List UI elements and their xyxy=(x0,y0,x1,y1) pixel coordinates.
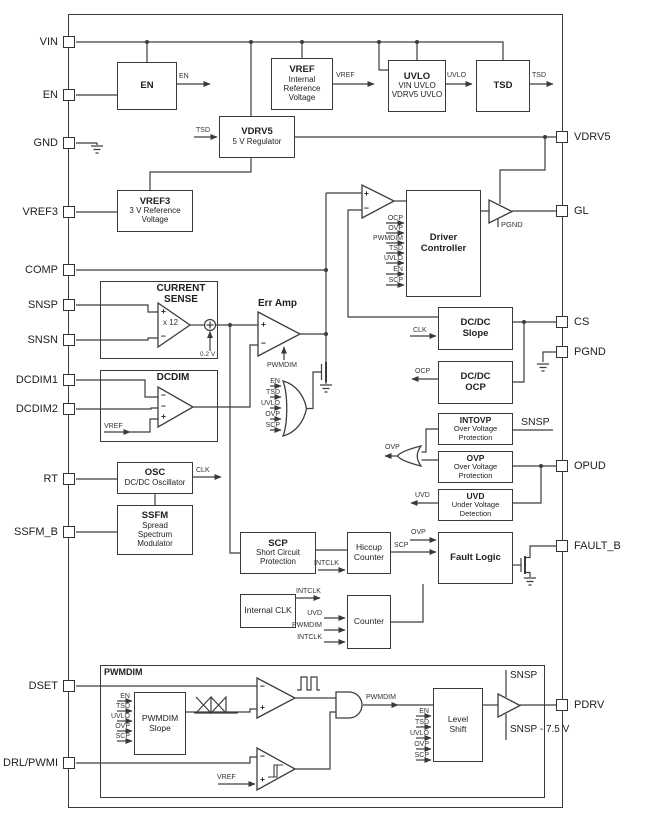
pin-comp xyxy=(63,264,75,276)
signal-tsd-out: TSD xyxy=(532,72,546,79)
signal-pwmdim-erramp: PWMDIM xyxy=(267,362,297,369)
dcdim-title: DCDIM xyxy=(156,372,190,383)
pslope-in-en: EN xyxy=(120,693,130,700)
pin-label-dset: DSET xyxy=(28,680,58,692)
signal-tsd-vdrv5: TSD xyxy=(196,127,210,134)
driver-in-uvlo: UVLO xyxy=(383,255,403,262)
pwmdim-comp-minus: − xyxy=(260,681,265,691)
mosfet-comp-icon xyxy=(322,362,327,384)
erramp-minus: − xyxy=(261,338,266,348)
pin-label-snsn: SNSN xyxy=(27,334,58,346)
signal-uvd-out: UVD xyxy=(415,492,430,499)
counter-in-intclk: INTCLK xyxy=(297,634,322,641)
lshift-in-en: EN xyxy=(419,708,429,715)
signal-scp-fault: SCP xyxy=(394,542,409,549)
block-vdrv5: VDRV5 5 V Regulator xyxy=(219,116,295,158)
block-osc: OSC DC/DC Oscillator xyxy=(117,462,193,494)
block-fault-logic: Fault Logic xyxy=(438,532,513,584)
pwm-comp-plus: + xyxy=(364,188,369,198)
block-hiccup-counter: Hiccup Counter xyxy=(347,532,391,574)
pin-vref3 xyxy=(63,206,75,218)
block-ovp: OVP Over Voltage Protection xyxy=(438,451,513,483)
err-amp-title: Err Amp xyxy=(257,298,298,309)
block-intovp: INTOVP Over Voltage Protection xyxy=(438,413,513,445)
signal-vref-pwm: VREF xyxy=(217,774,236,781)
pin-vin xyxy=(63,36,75,48)
pin-en xyxy=(63,89,75,101)
block-pwmdim-slope: PWMDIM Slope xyxy=(134,692,186,755)
pwmdim-section-title: PWMDIM xyxy=(104,667,143,677)
shutdown-in-scp: SCP xyxy=(265,422,280,429)
block-uvd: UVD Under Voltage Detection xyxy=(438,489,513,521)
pin-label-snsp: SNSP xyxy=(28,299,58,311)
signal-vref-out: VREF xyxy=(336,72,355,79)
signal-ocp-out: OCP xyxy=(415,368,431,375)
csamp-plus: + xyxy=(161,306,166,316)
signal-pwmdim-and: PWMDIM xyxy=(366,694,396,701)
signal-intclk-hiccup: INTCLK xyxy=(314,560,339,567)
pin-label-vin: VIN xyxy=(39,36,58,48)
driver-in-scp: SCP xyxy=(388,277,403,284)
block-dcdc-ocp: DC/DC OCP xyxy=(438,361,513,404)
signal-ovp-fault: OVP xyxy=(411,529,426,536)
block-vref3: VREF3 3 V Reference Voltage xyxy=(117,190,193,232)
current-sense-title: CURRENT SENSE xyxy=(156,283,206,305)
pin-label-en: EN xyxy=(42,89,58,101)
lshift-in-uvlo: UVLO xyxy=(409,730,429,737)
signal-en-out: EN xyxy=(179,73,189,80)
driver-in-tsd: TSD xyxy=(389,245,403,252)
pin-opud xyxy=(556,460,568,472)
block-ssfm: SSFM Spread Spectrum Modulator xyxy=(117,505,193,555)
pslope-in-tsd: TSD xyxy=(116,703,130,710)
shutdown-in-uvlo: UVLO xyxy=(260,400,280,407)
block-tsd: TSD xyxy=(476,60,530,112)
pin-label-drl-pwmi: DRL/PWMI xyxy=(3,757,58,769)
pin-label-vref3: VREF3 xyxy=(22,206,58,218)
lshift-in-scp: SCP xyxy=(414,752,429,759)
lshift-in-ovp: OVP xyxy=(414,741,429,748)
driver-in-pwmdim: PWMDIM xyxy=(373,235,403,242)
block-counter: Counter xyxy=(347,595,391,649)
pin-snsn xyxy=(63,334,75,346)
pin-label-fault-b: FAULT_B xyxy=(574,540,621,552)
dcdim-minus2: − xyxy=(161,401,166,411)
mosfet-fault-icon xyxy=(521,546,556,577)
block-internal-clk: Internal CLK xyxy=(240,594,296,628)
shutdown-in-tsd: TSD xyxy=(266,389,280,396)
pin-label-gnd: GND xyxy=(33,137,58,149)
block-driver-controller: Driver Controller xyxy=(406,190,481,297)
pin-label-pdrv: PDRV xyxy=(574,699,605,711)
signal-uvlo-out: UVLO xyxy=(447,72,467,79)
signal-intclk-out: INTCLK xyxy=(296,588,321,595)
pwm-in-comp-plus: + xyxy=(260,774,265,784)
counter-in-pwmdim: PWMDIM xyxy=(292,622,322,629)
pin-label-gl: GL xyxy=(574,205,589,217)
pin-gl xyxy=(556,205,568,217)
pin-label-ssfm-b: SSFM_B xyxy=(13,526,58,538)
pin-pgnd xyxy=(556,346,568,358)
pin-gnd xyxy=(63,137,75,149)
pwmdim-comp-plus: + xyxy=(260,702,265,712)
signal-0p2v: 0.2 V xyxy=(200,351,216,358)
pin-dcdim2 xyxy=(63,403,75,415)
pin-label-opud: OPUD xyxy=(574,460,606,472)
pslope-in-ovp: OVP xyxy=(115,723,130,730)
block-vref: VREF Internal Reference Voltage xyxy=(271,58,333,110)
pin-label-rt: RT xyxy=(43,473,58,485)
block-level-shift: Level Shift xyxy=(433,688,483,762)
pin-vdrv5 xyxy=(556,131,568,143)
signal-clk-osc: CLK xyxy=(196,467,210,474)
driver-in-ovp: OVP xyxy=(388,225,403,232)
shutdown-or-gate xyxy=(283,381,307,436)
signal-vref-dcdim: VREF xyxy=(104,423,123,430)
block-en: EN xyxy=(117,62,177,110)
block-uvlo: UVLO VIN UVLO VDRV5 UVLO xyxy=(388,60,446,112)
shutdown-in-ovp: OVP xyxy=(265,411,280,418)
erramp-plus: + xyxy=(261,319,266,329)
pslope-in-uvlo: UVLO xyxy=(110,713,130,720)
pin-snsp xyxy=(63,299,75,311)
pin-fault-b xyxy=(556,540,568,552)
ovp-or-gate xyxy=(398,446,422,466)
block-scp: SCP Short Circuit Protection xyxy=(240,532,316,574)
pin-ssfm-b xyxy=(63,526,75,538)
pin-rt xyxy=(63,473,75,485)
signal-snsp-rail: SNSP xyxy=(510,670,538,681)
counter-in-uvd: UVD xyxy=(307,610,322,617)
signal-x12: x 12 xyxy=(163,318,179,327)
pin-dcdim1 xyxy=(63,374,75,386)
driver-in-ocp: OCP xyxy=(387,215,403,222)
signal-clk-slope: CLK xyxy=(413,327,427,334)
pin-label-comp: COMP xyxy=(25,264,58,276)
pin-dset xyxy=(63,680,75,692)
pwm-comp-minus: − xyxy=(364,203,369,213)
pin-label-cs: CS xyxy=(574,316,590,328)
block-dcdc-slope: DC/DC Slope xyxy=(438,307,513,350)
pin-drl-pwmi xyxy=(63,757,75,769)
pslope-in-scp: SCP xyxy=(115,733,130,740)
signal-snsp-intovp: SNSP xyxy=(521,416,550,428)
signal-pgnd-gl: PGND xyxy=(501,220,523,229)
pin-label-vdrv5: VDRV5 xyxy=(574,131,611,143)
csamp-minus: − xyxy=(161,331,166,341)
pwm-in-comp-minus: − xyxy=(260,751,265,761)
signal-ovp-out: OVP xyxy=(385,444,400,451)
pin-label-dcdim2: DCDIM2 xyxy=(15,403,58,415)
dcdim-plus: + xyxy=(161,411,166,421)
pin-pdrv xyxy=(556,699,568,711)
driver-in-en: EN xyxy=(393,266,403,273)
dcdim-minus1: − xyxy=(161,390,166,400)
pin-label-pgnd: PGND xyxy=(574,346,606,358)
signal-snsp-low: SNSP - 7.5 V xyxy=(510,724,570,735)
pin-label-dcdim1: DCDIM1 xyxy=(15,374,58,386)
pin-cs xyxy=(556,316,568,328)
lshift-in-tsd: TSD xyxy=(415,719,429,726)
shutdown-in-en: EN xyxy=(270,378,280,385)
